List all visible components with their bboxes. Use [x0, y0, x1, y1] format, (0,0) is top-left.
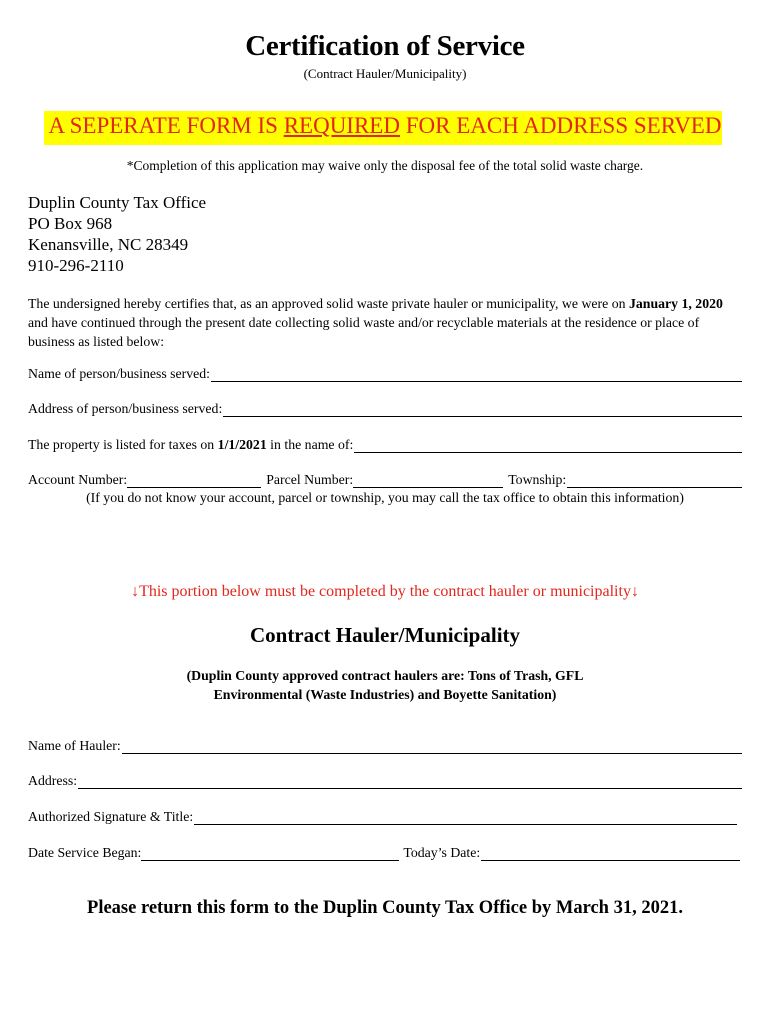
hauler-address-field[interactable]: [78, 775, 742, 789]
office-phone: 910-296-2110: [28, 256, 124, 275]
account-number-field[interactable]: [127, 474, 261, 488]
office-city: Kenansville, NC 28349: [28, 235, 189, 254]
warning-text-part2: FOR EACH ADDRESS SERVED: [399, 113, 722, 138]
signature-row: [28, 809, 737, 825]
address-served-row: [28, 401, 742, 417]
hauler-section-heading: Contract Hauler/Municipality: [249, 623, 521, 647]
taxes-name-field[interactable]: [354, 439, 742, 453]
name-served-field[interactable]: [211, 368, 742, 382]
taxes-row: [28, 437, 742, 453]
taxes-label: [28, 437, 353, 453]
hauler-address-label: Address:: [28, 773, 78, 788]
warning-banner: [0, 113, 770, 139]
dates-row: [28, 845, 740, 861]
certification-text-after: and have continued through the present date collecting solid waste and/or recyclable materials at the residence or place of business as listed below:: [28, 315, 700, 349]
warning-text-part1: A SEPERATE FORM IS: [48, 113, 284, 138]
township-field[interactable]: [567, 474, 742, 488]
taxes-prefix: The property is listed for taxes on: [28, 437, 218, 452]
office-po-box: PO Box 968: [28, 214, 113, 233]
office-name: Duplin County Tax Office: [28, 193, 207, 212]
completion-note: *Completion of this application may waive only the disposal fee of the total solid waste charge.: [126, 158, 644, 173]
name-served-row: [28, 366, 742, 382]
arrow-down-icon: ↓: [131, 583, 140, 600]
page-title: Certification of Service: [245, 30, 525, 62]
township-label: Township:: [508, 472, 567, 487]
help-note: (If you do not know your account, parcel or township, you may call the tax office to obtain this information): [86, 490, 684, 505]
address-served-label: Address of person/business served:: [28, 401, 223, 416]
parcel-number-label: Parcel Number:: [266, 472, 354, 487]
date-began-field[interactable]: [141, 847, 399, 861]
page-subtitle: (Contract Hauler/Municipality): [303, 66, 467, 81]
taxes-suffix: in the name of:: [266, 437, 354, 452]
divider-note: [0, 583, 770, 601]
address-served-field[interactable]: [223, 403, 742, 417]
arrow-down-icon: ↓: [630, 583, 639, 600]
taxes-date: 1/1/2021: [217, 437, 267, 452]
divider-note-text: This portion below must be completed by the contract hauler or municipality: [139, 583, 631, 600]
account-row: [28, 472, 742, 488]
warning-text-required: REQUIRED: [283, 113, 400, 138]
date-began-label: Date Service Began:: [28, 845, 142, 860]
hauler-note: [0, 666, 770, 704]
hauler-note-line2: Environmental (Waste Industries) and Boyette Sanitation): [213, 687, 557, 702]
certification-date: January 1, 2020: [628, 296, 723, 311]
hauler-name-label: Name of Hauler:: [28, 738, 121, 753]
parcel-number-field[interactable]: [353, 474, 503, 488]
certification-text-before: The undersigned hereby certifies that, as an approved solid waste private hauler or municipality, we were on: [28, 296, 629, 311]
account-number-label: Account Number:: [28, 472, 128, 487]
todays-date-label: Today’s Date:: [403, 845, 481, 860]
return-note: Please return this form to the Duplin County Tax Office by March 31, 2021.: [87, 898, 683, 918]
hauler-address-row: [28, 773, 742, 789]
certification-paragraph: [28, 294, 744, 351]
hauler-name-row: [28, 738, 742, 754]
todays-date-field[interactable]: [481, 847, 740, 861]
signature-label: Authorized Signature & Title:: [28, 809, 194, 824]
hauler-note-line1: (Duplin County approved contract haulers are: Tons of Trash, GFL: [186, 668, 584, 683]
hauler-name-field[interactable]: [122, 740, 742, 754]
name-served-label: Name of person/business served:: [28, 366, 211, 381]
signature-field[interactable]: [194, 811, 737, 825]
